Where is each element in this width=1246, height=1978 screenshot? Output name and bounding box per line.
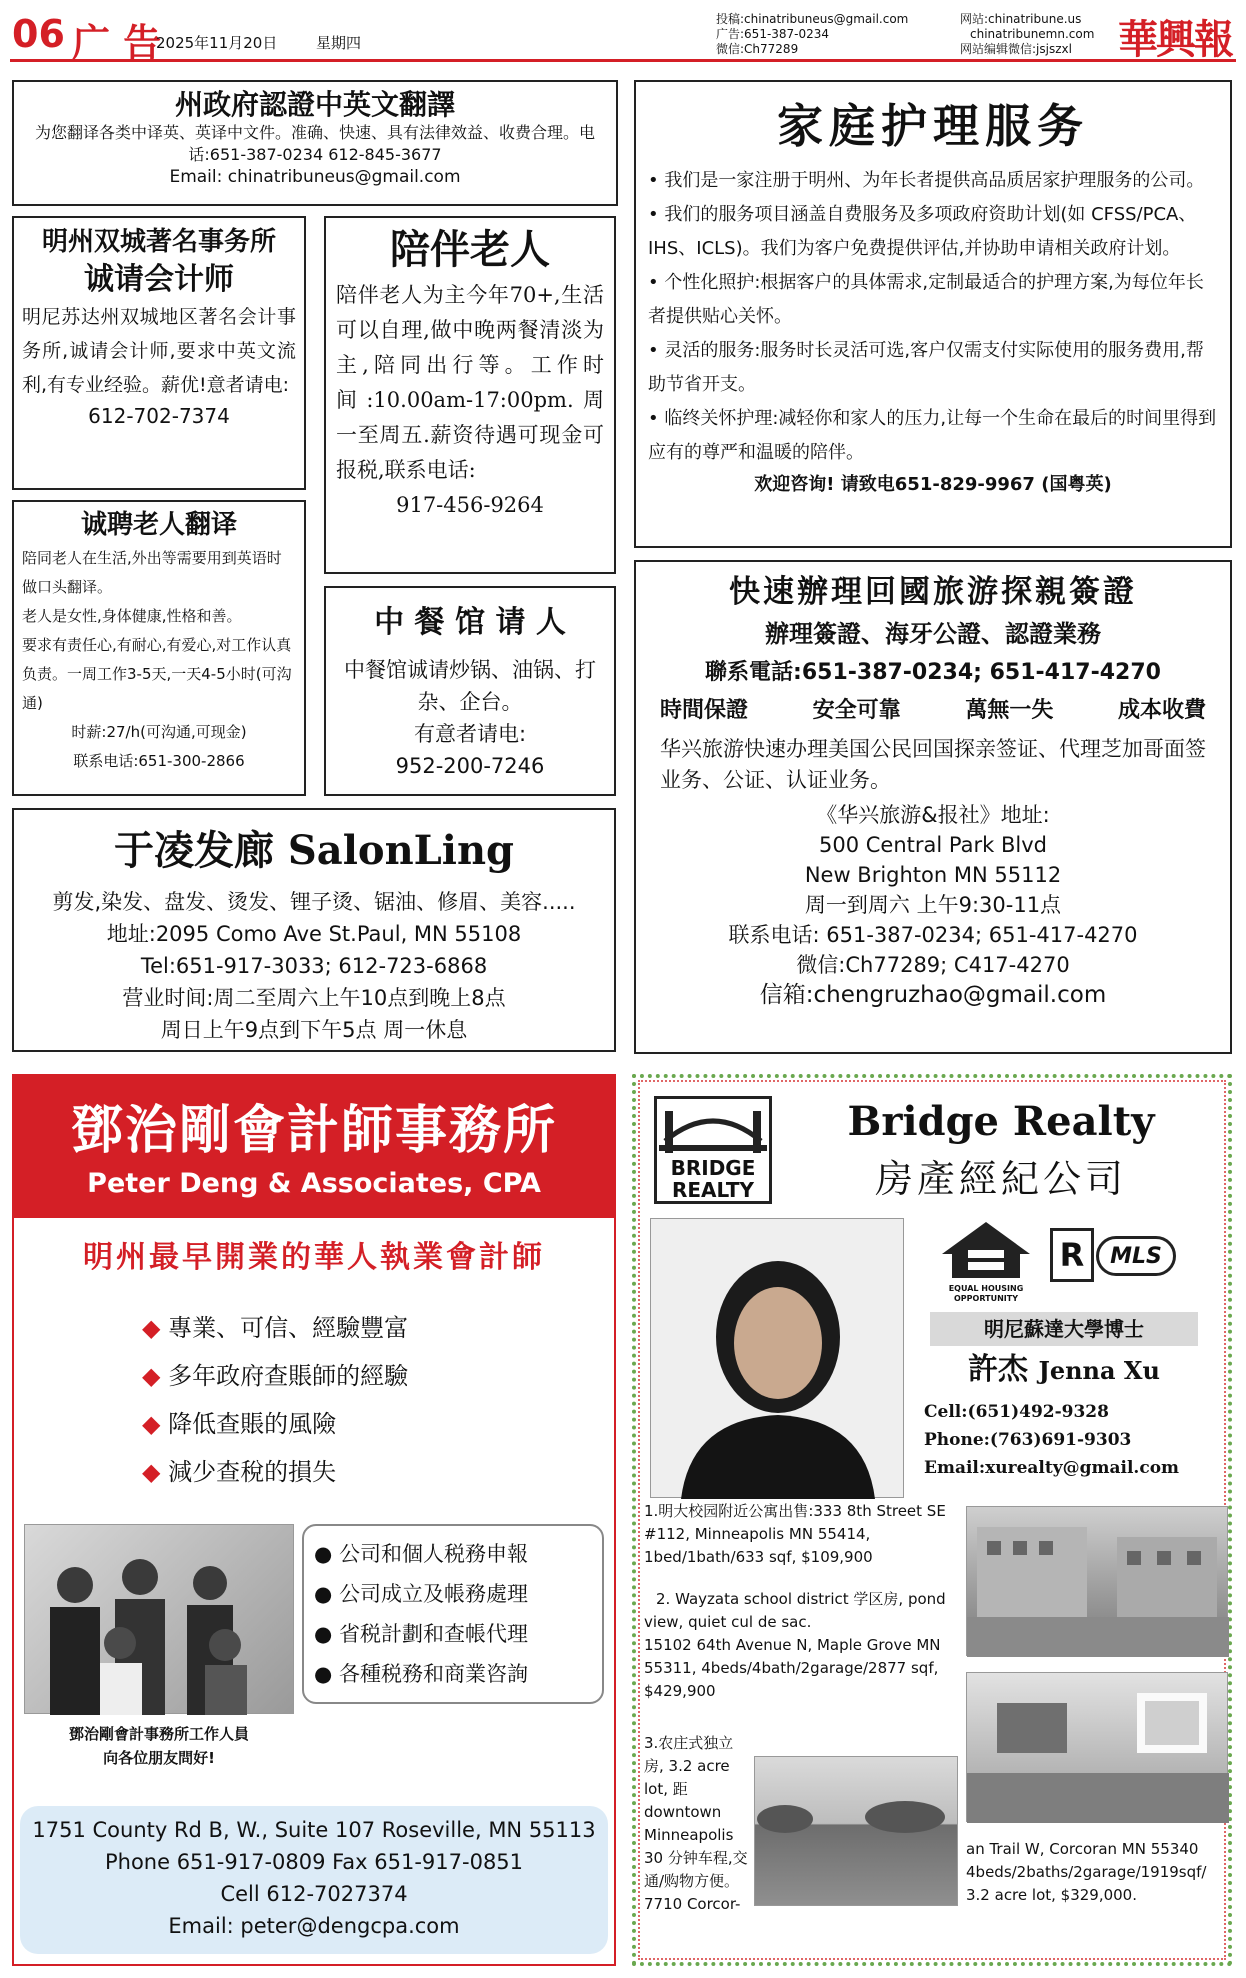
ad-line: 周日上午9点到下午5点 周一休息 bbox=[160, 1018, 468, 1042]
person-icon bbox=[651, 1219, 905, 1499]
section-title: 广 告 bbox=[72, 21, 162, 65]
realtor-badge: R bbox=[1050, 1228, 1094, 1282]
diamond-icon: ◆ bbox=[142, 1458, 161, 1486]
ad-title: 于凌发廊 SalonLing bbox=[113, 827, 515, 874]
ad-body: 陪伴老人为主今年70+,生活可以自理,做中晚两餐清淡为主,陪同出行等。工作时间:10.00am-17:00pm.周一至周五.薪资待遇可现金可报税,联系电话: bbox=[336, 283, 604, 482]
contact-line: 微信:Ch77289 bbox=[716, 42, 799, 56]
cpa-slogan: 明州最早開業的華人執業會計師 bbox=[83, 1240, 545, 1275]
ad-line: 老人是女性,身体健康,性格和善。 bbox=[22, 607, 242, 625]
slogan: 萬無一失 bbox=[965, 698, 1054, 723]
building-icon bbox=[967, 1507, 1229, 1657]
ad-title: 明州双城著名事务所 bbox=[41, 227, 276, 257]
listing-3-continued: an Trail W, Corcoran MN 55340 4beds/2baths/2garage/1919sqf/ 3.2 acre lot, $329,000. bbox=[966, 1840, 1207, 1904]
ad-line: 地址:2095 Como Ave St.Paul, MN 55108 bbox=[106, 922, 522, 946]
cpa-contact bbox=[20, 1806, 608, 1954]
address-line: 信箱:chengruzhao@gmail.com bbox=[759, 982, 1107, 1008]
ad-title: 州政府認證中英文翻譯 bbox=[174, 88, 455, 121]
listing-2: 2. Wayzata school district 学区房, pond view, quiet cul de sac. 15102 64th Avenue N, Maple Grove MN 55311, 4beds/4bath/2garage/2877 sqf, $429,900 bbox=[644, 1590, 946, 1700]
ad-line: 营业时间:周二至周六上午10点到晚上8点 bbox=[122, 986, 506, 1010]
site-line: 网站:chinatribune.us bbox=[960, 12, 1082, 26]
ad-line: 剪发,染发、盘发、烫发、锂子烫、锯油、修眉、美容..... bbox=[52, 890, 576, 914]
ad-title: 中 餐 馆 请 人 bbox=[374, 605, 566, 640]
listing-photo-3 bbox=[754, 1756, 958, 1906]
site-line: 网站编辑微信:jsjszxl bbox=[960, 42, 1072, 56]
equal-housing-badge: EQUAL HOUSING OPPORTUNITY bbox=[936, 1218, 1036, 1304]
ad-translation bbox=[12, 80, 618, 206]
ad-restaurant bbox=[324, 586, 616, 796]
staff-caption: 鄧治剛會計事務所工作人員 向各位朋友問好! bbox=[68, 1725, 249, 1767]
interior-icon bbox=[967, 1673, 1229, 1823]
cpa-subtitle: Peter Deng & Associates, CPA bbox=[87, 1168, 541, 1199]
cpa-bullet: ◆ 專業、可信、經驗豐富 bbox=[142, 1314, 409, 1342]
ad-body: 中餐馆诚请炒锅、油锅、打杂、企台。 bbox=[344, 658, 596, 714]
address-line: 500 Central Park Blvd bbox=[819, 833, 1047, 857]
cpa-bullets bbox=[142, 1304, 582, 1496]
ad-phone: 917-456-9264 bbox=[396, 493, 544, 517]
contact-block bbox=[716, 12, 956, 57]
ad-cpa bbox=[12, 1074, 616, 1966]
house-icon bbox=[936, 1218, 1036, 1280]
agent-contacts: Cell:(651)492-9328 Phone:(763)691-9303 Email:xurealty@gmail.com bbox=[924, 1402, 1180, 1478]
ad-footer: 欢迎咨询! 请致电651-829-9967 (国粤英) bbox=[754, 474, 1112, 495]
address-line: 《华兴旅游&报社》地址: bbox=[816, 803, 1050, 827]
logo-text: REALTY bbox=[671, 1178, 755, 1202]
listing-photo-1 bbox=[966, 1506, 1228, 1656]
cpa-bullet: ◆ 降低查賬的風險 bbox=[142, 1410, 337, 1438]
ad-subtitle: 辦理簽證、海牙公證、認證業務 bbox=[765, 620, 1101, 648]
ad-line: 陪同老人在生活,外出等需要用到英语时做口头翻译。 bbox=[22, 549, 282, 596]
ad-phone: 612-702-7374 bbox=[88, 404, 230, 428]
ad-realty bbox=[632, 1074, 1232, 1966]
ad-line: Tel:651-917-3033; 612-723-6868 bbox=[140, 954, 488, 978]
address-line: New Brighton MN 55112 bbox=[804, 863, 1062, 887]
ad-line: 联系电话:651-300-2866 bbox=[73, 752, 245, 770]
service-item: • 我们的服务项目涵盖自费服务及多项政府资助计划(如 CFSS/PCA、IHS、ICLS)。我们为客户免费提供评估,并协助申请相关政府计划。 bbox=[648, 204, 1197, 259]
address-line: 联系电话: 651-387-0234; 651-417-4270 bbox=[728, 923, 1138, 947]
slogan: 成本收費 bbox=[1117, 698, 1206, 723]
contact-line: 广告:651-387-0234 bbox=[716, 27, 830, 41]
diamond-icon: ◆ bbox=[142, 1362, 161, 1390]
ad-title: 家庭护理服务 bbox=[777, 99, 1089, 153]
listing-1: 1.明大校园附近公寓出售:333 8th Street SE #112, Minneapolis MN 55414, 1bed/1bath/633 sqf, $109,900 bbox=[644, 1502, 946, 1566]
ad-phone: 952-200-7246 bbox=[395, 754, 545, 778]
staff-photo bbox=[24, 1524, 294, 1714]
site-line: chinatribunemn.com bbox=[970, 27, 1095, 41]
ad-title: 陪伴老人 bbox=[390, 226, 550, 273]
trees-icon bbox=[755, 1757, 959, 1907]
cpa-banner bbox=[14, 1076, 614, 1218]
page-number: 06 bbox=[12, 12, 65, 56]
ad-companion bbox=[324, 216, 616, 574]
slogan: 安全可靠 bbox=[812, 698, 901, 723]
address-line: 周一到周六 上午9:30-11点 bbox=[804, 893, 1062, 917]
service-item: • 个性化照护:根据客户的具体需求,定制最适合的护理方案,为每位年长者提供贴心关怀。 bbox=[648, 272, 1204, 327]
contact-line: 投稿:chinatribuneus@gmail.com bbox=[716, 12, 909, 26]
ad-homecare bbox=[634, 80, 1232, 548]
slogan: 時間保證 bbox=[660, 698, 749, 723]
agent-name: 許杰 Jenna Xu bbox=[968, 1352, 1160, 1387]
contact-line: Email: peter@dengcpa.com bbox=[168, 1914, 460, 1938]
contact-line: Phone 651-917-0809 Fax 651-917-0851 bbox=[104, 1850, 524, 1874]
service-item: • 临终关怀护理:减轻你和家人的压力,让每一个生命在最后的时间里得到应有的尊严和温暖的陪伴。 bbox=[648, 408, 1217, 463]
address-line: 微信:Ch77289; C417-4270 bbox=[796, 953, 1070, 977]
contact-line: 1751 County Rd B, W., Suite 107 Roseville, MN 55113 bbox=[32, 1818, 596, 1842]
realty-title-en: Bridge Realty bbox=[847, 1098, 1155, 1145]
listing-3: 3.农庄式独立房, 3.2 acre lot, 距 downtown Minneapolis 30 分钟车程,交通/购物方便。7710 Corcor- bbox=[644, 1734, 748, 1913]
service-item: ● 各種税務和商業咨詢 bbox=[314, 1662, 528, 1686]
issue-date: 2025年11月20日 bbox=[156, 34, 278, 52]
bridge-icon bbox=[657, 1101, 769, 1157]
agent-photo bbox=[650, 1218, 904, 1498]
mls-badge: MLS bbox=[1096, 1236, 1176, 1276]
service-item: ● 省税計劃和查帳代理 bbox=[314, 1622, 528, 1646]
ad-title: 快速辦理回國旅游探親簽證 bbox=[729, 574, 1137, 610]
page-header bbox=[10, 8, 1236, 65]
ad-accountant bbox=[12, 216, 306, 490]
credential-bar: 明尼蘇達大學博士 bbox=[930, 1312, 1198, 1346]
issue-weekday: 星期四 bbox=[316, 34, 362, 52]
ad-elder-translator bbox=[12, 500, 306, 796]
cpa-services bbox=[302, 1524, 604, 1704]
ad-address bbox=[650, 800, 1216, 1010]
ad-contact: 有意者请电: bbox=[413, 722, 527, 746]
listing-photo-2 bbox=[966, 1672, 1228, 1822]
service-item: • 灵活的服务:服务时长灵活可选,客户仅需支付实际使用的服务费用,帮助节省开支。 bbox=[648, 340, 1204, 395]
ad-travel bbox=[634, 560, 1232, 1054]
ad-salon bbox=[12, 808, 616, 1052]
service-item: • 我们是一家注册于明州、为年长者提供高品质居家护理服务的公司。 bbox=[648, 170, 1205, 191]
realty-title-cn: 房產經紀公司 bbox=[874, 1157, 1127, 1201]
ad-phone-line: 聯系電話:651-387-0234; 651-417-4270 bbox=[705, 660, 1161, 685]
service-item: ● 公司成立及帳務處理 bbox=[314, 1582, 528, 1606]
ad-title: 诚聘老人翻译 bbox=[80, 510, 237, 540]
ad-email: Email: chinatribuneus@gmail.com bbox=[169, 167, 461, 187]
ad-body: 明尼苏达州双城地区著名会计事务所,诚请会计师,要求中英文流利,有专业经验。薪优!意者请电: bbox=[22, 306, 296, 396]
diamond-icon: ◆ bbox=[142, 1410, 161, 1438]
ad-line: 要求有责任心,有耐心,有爱心,对工作认真负责。一周工作3-5天,一天4-5小时(可沟通) bbox=[22, 636, 292, 712]
ad-line: 时薪:27/h(可沟通,可现金) bbox=[71, 723, 247, 741]
realty-logo bbox=[654, 1096, 772, 1204]
logo-text: BRIDGE bbox=[670, 1156, 756, 1180]
service-item: ● 公司和個人税務申報 bbox=[314, 1542, 528, 1566]
contact-line: Cell 612-7027374 bbox=[220, 1882, 408, 1906]
cpa-title: 鄧治剛會計師事務所 bbox=[70, 1100, 557, 1161]
cpa-bullet: ◆ 減少查稅的損失 bbox=[142, 1458, 337, 1486]
people-icon bbox=[25, 1525, 295, 1715]
cpa-bullet: ◆ 多年政府查賬師的經驗 bbox=[142, 1362, 409, 1390]
diamond-icon: ◆ bbox=[142, 1314, 161, 1342]
newspaper-logo: 華興報 bbox=[1118, 16, 1232, 63]
ad-desc: 华兴旅游快速办理美国公民回国探亲签证、代理芝加哥面签业务、公证、认证业务。 bbox=[660, 737, 1206, 792]
ad-subtitle: 诚请会计师 bbox=[84, 262, 234, 297]
ad-body: 为您翻译各类中译英、英译中文件。准确、快速、具有法律效益、收费合理。电话:651-387-0234 612-845-3677 bbox=[34, 123, 595, 164]
slogan-row bbox=[650, 692, 1216, 730]
site-block bbox=[960, 12, 1110, 57]
